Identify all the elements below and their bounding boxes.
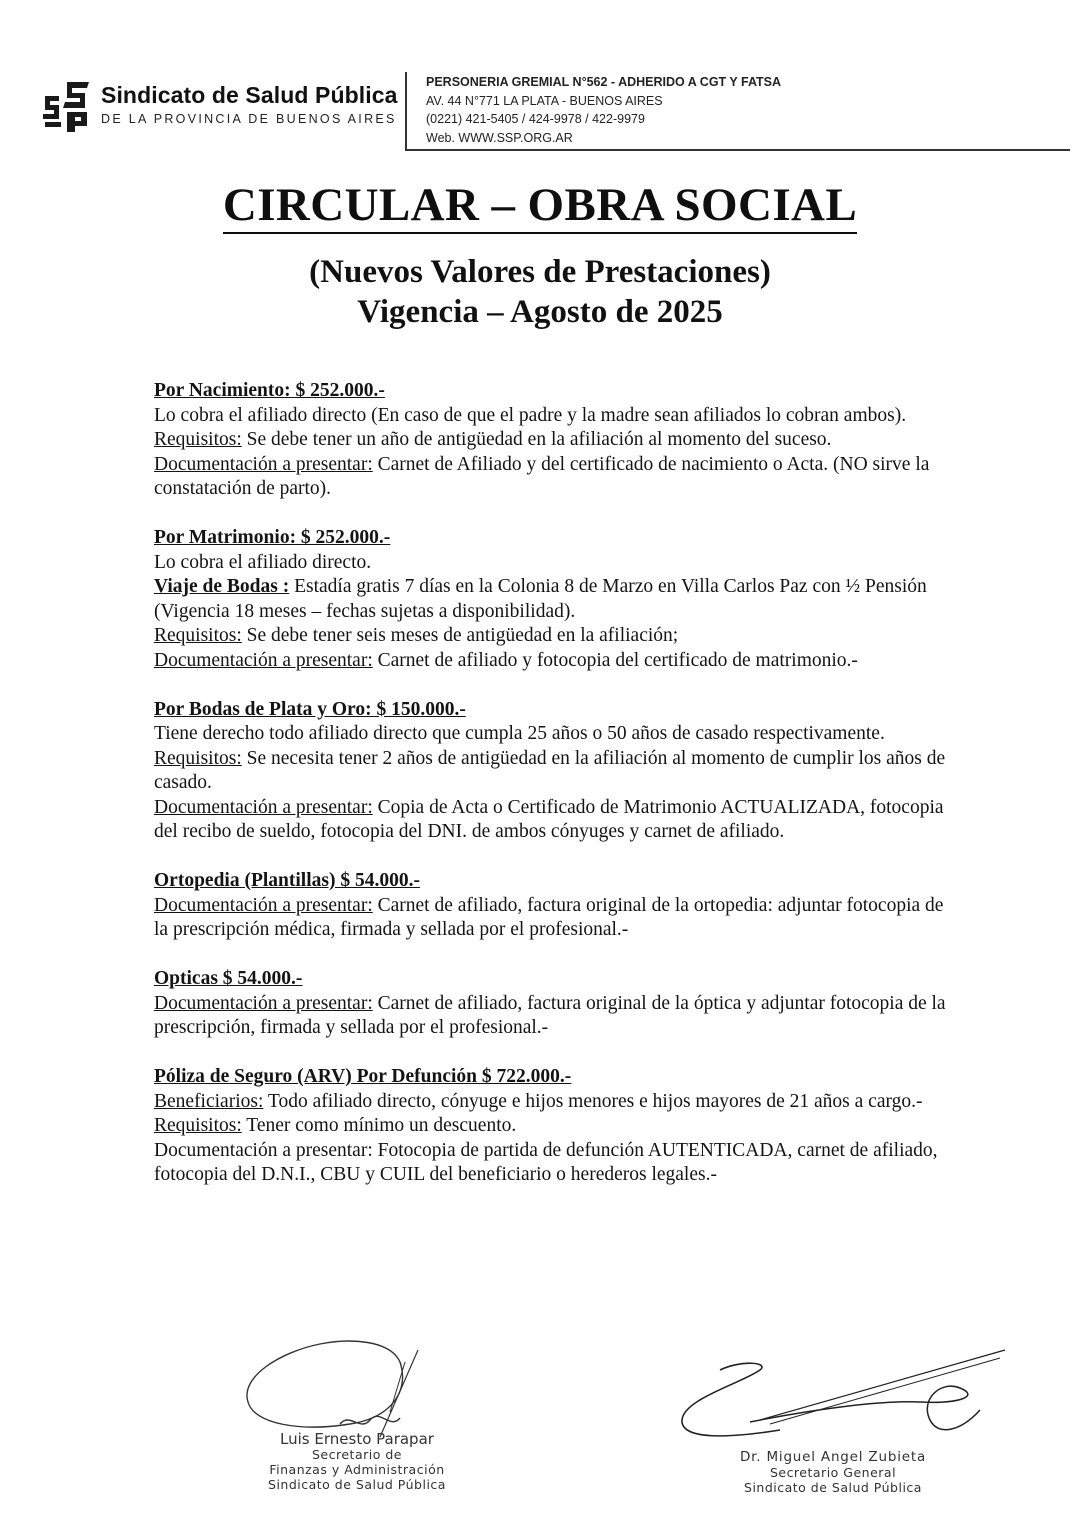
- documentation-text: Carnet de afiliado, factura original de la ortopedia: adjuntar fotocopia de la prescripción médica, firmada y sellada por el profesional.-: [154, 894, 944, 940]
- letterhead-divider: [405, 72, 407, 150]
- requirements: [154, 747, 954, 796]
- beneficiaries: [154, 1090, 954, 1115]
- requirements-text: Tener como mínimo un descuento.: [241, 1115, 517, 1136]
- honeymoon-text: Estadía gratis 7 días en la Colonia 8 de Marzo en Villa Carlos Paz con ½ Pensión (Vigencia 18 meses – fechas sujetas a disponibilidad).: [154, 576, 927, 622]
- section-description: Lo cobra el afiliado directo (En caso de que el padre y la madre sean afiliados lo cobran ambos).: [154, 404, 907, 426]
- honeymoon: [154, 575, 954, 624]
- document-subtitle: [0, 252, 1080, 332]
- signatory-name: Dr. Miguel Angel Zubieta: [739, 1449, 927, 1465]
- requirements-label: Requisitos:: [154, 1115, 242, 1136]
- ssp-logo: [40, 76, 96, 132]
- requirements-label: Requisitos:: [154, 429, 242, 450]
- honeymoon-label: Viaje de Bodas :: [154, 576, 290, 597]
- web-line: Web. WWW.SSP.ORG.AR: [426, 130, 573, 145]
- section-description: Lo cobra el afiliado directo.: [154, 551, 372, 573]
- section-heading: Opticas $ 54.000.-: [154, 968, 303, 989]
- section-matrimonio: [154, 526, 954, 673]
- subtitle-line-2: Vigencia – Agosto de 2025: [357, 294, 723, 330]
- subtitle-line-1: (Nuevos Valores de Prestaciones): [309, 254, 771, 290]
- documentation-label: Documentación a presentar:: [154, 992, 373, 1014]
- signatory-role-3: Sindicato de Salud Pública: [268, 1477, 446, 1492]
- documentation-label: Documentación a presentar:: [154, 894, 373, 916]
- signatory-role-2: Sindicato de Salud Pública: [744, 1480, 922, 1495]
- signature-scribble-right: [660, 1340, 1010, 1450]
- requirements-text: Se debe tener seis meses de antigüedad en la afiliación;: [241, 625, 679, 646]
- requirements: [154, 624, 954, 649]
- signature-scribble-left: [240, 1332, 470, 1442]
- documentation-text: Documentación a presentar: Fotocopia de partida de defunción AUTENTICADA, carnet de afiliado, fotocopia del D.N.I., CBU y CUIL del beneficiario o herederos legales.-: [154, 1139, 938, 1185]
- documentation-text: Carnet de afiliado y fotocopia del certificado de matrimonio.-: [372, 649, 858, 671]
- personeria-line: PERSONERIA GREMIAL N°562 - ADHERIDO A CGT Y FATSA: [426, 75, 782, 89]
- document-title-text: CIRCULAR – OBRA SOCIAL: [223, 179, 857, 234]
- requirements-label: Requisitos:: [154, 747, 242, 769]
- documentation: [154, 992, 954, 1041]
- contact-block: [426, 73, 781, 147]
- letterhead-rule: [405, 149, 1070, 151]
- documentation: [154, 453, 954, 502]
- section-heading: Por Bodas de Plata y Oro: $ 150.000.-: [154, 698, 466, 720]
- signature-right: [660, 1340, 1010, 1510]
- section-description: Tiene derecho todo afiliado directo que cumpla 25 años o 50 años de casado respectivamente.: [154, 723, 885, 744]
- section-heading: Ortopedia (Plantillas) $ 54.000.-: [154, 870, 420, 891]
- section-opticas: [154, 967, 954, 1041]
- beneficiaries-text: Todo afiliado directo, cónyuge e hijos menores e hijos mayores de 21 años a cargo.-: [263, 1090, 923, 1112]
- requirements: [154, 1114, 954, 1139]
- requirements-text: Se debe tener un año de antigüedad en la afiliación al momento del suceso.: [241, 429, 832, 450]
- signatory-name: Luis Ernesto Parapar: [280, 1430, 434, 1448]
- documentation: [154, 649, 954, 674]
- org-subtitle: DE LA PROVINCIA DE BUENOS AIRES: [101, 112, 397, 126]
- documentation: [154, 894, 954, 943]
- section-poliza: [154, 1065, 954, 1188]
- section-heading: Por Nacimiento: $ 252.000.-: [154, 380, 385, 401]
- signatory-role-2: Finanzas y Administración: [269, 1462, 445, 1477]
- section-ortopedia: [154, 869, 954, 943]
- requirements-label: Requisitos:: [154, 625, 242, 646]
- section-nacimiento: [154, 379, 954, 502]
- document-body: [154, 379, 954, 1212]
- signatory-role-1: Secretario de: [312, 1447, 402, 1462]
- phone-line: (0221) 421-5405 / 424-9978 / 422-9979: [426, 112, 645, 126]
- documentation-label: Documentación a presentar:: [154, 649, 373, 671]
- documentation-text: Carnet de afiliado, factura original de la óptica y adjuntar fotocopia de la prescripción, firmada y sellada por el profesional.-: [154, 992, 946, 1038]
- org-name: Sindicato de Salud Pública: [101, 82, 398, 108]
- documentation-label: Documentación a presentar:: [154, 796, 373, 818]
- requirements: [154, 428, 954, 453]
- signatory-role-1: Secretario General: [769, 1465, 897, 1480]
- letterhead: [40, 72, 1030, 152]
- signature-right-text: [728, 1450, 938, 1495]
- signature-left: [240, 1332, 470, 1512]
- section-heading: Por Matrimonio: $ 252.000.-: [154, 527, 391, 548]
- documentation-text: Copia de Acta o Certificado de Matrimonio ACTUALIZADA, fotocopia del recibo de sueldo, fotocopia del DNI. de ambos cónyuges y carnet de afiliado.: [154, 796, 944, 842]
- section-heading: Póliza de Seguro (ARV) Por Defunción $ 722.000.-: [154, 1066, 572, 1087]
- document-title: [0, 178, 1080, 232]
- signature-left-text: [262, 1432, 452, 1492]
- documentation-text: Carnet de Afiliado y del certificado de nacimiento o Acta. (NO sirve la constatación de parto).: [154, 453, 930, 499]
- documentation-label: Documentación a presentar:: [154, 453, 373, 475]
- beneficiaries-label: Beneficiarios:: [154, 1090, 264, 1112]
- section-bodas: [154, 698, 954, 845]
- requirements-text: Se necesita tener 2 años de antigüedad en la afiliación al momento de cumplir los años de casado.: [154, 747, 946, 793]
- documentation: [154, 796, 954, 845]
- address-line: AV. 44 N°771 LA PLATA - BUENOS AIRES: [426, 93, 663, 108]
